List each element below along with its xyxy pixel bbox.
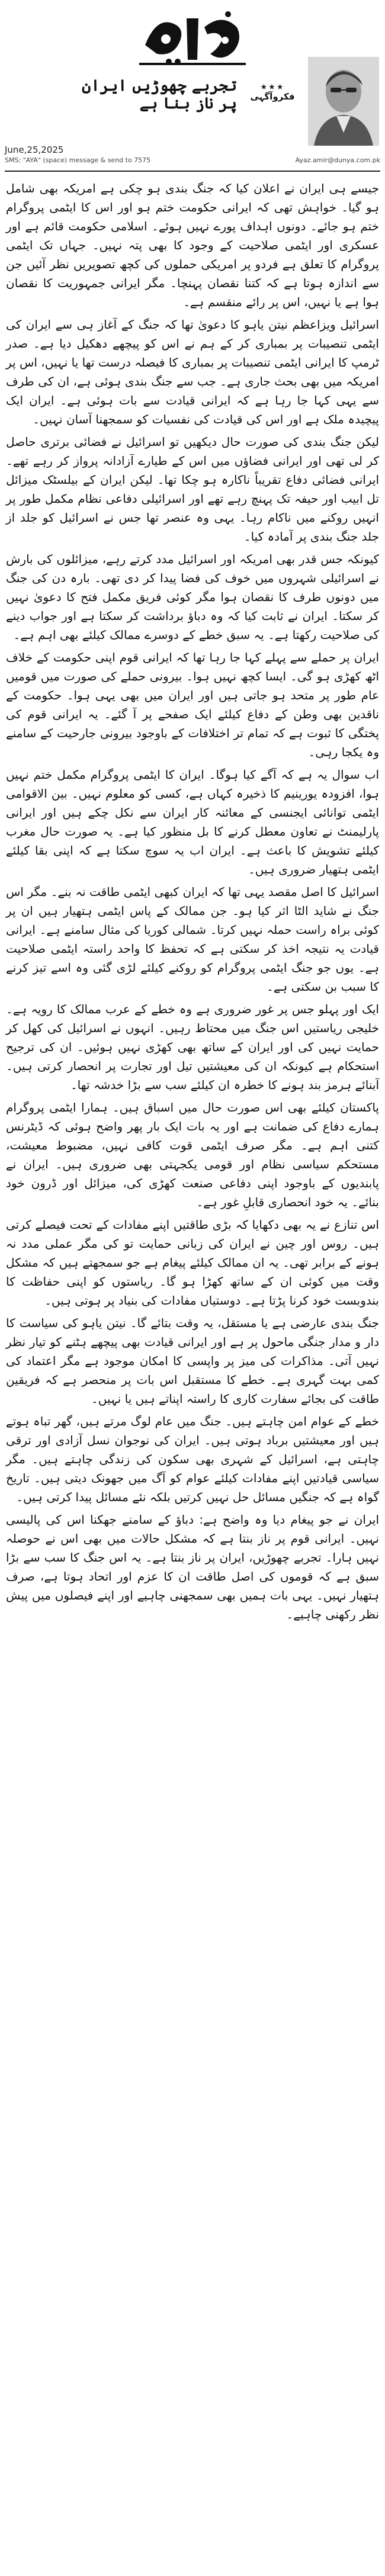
dateline (5, 144, 380, 168)
publication-date: June,25,2025 (5, 144, 64, 155)
sms-instructions: SMS: "AYA" (space) message & send to 7575 (5, 156, 151, 164)
article-paragraph: ایران پر حملے سے پہلے کہا جا رہا تھا کہ ایرانی قوم اپنی حکومت کے خلاف اٹھ کھڑی ہو گی۔ ایسا کچھ نہیں ہوا۔ بیرونی حملے کی صورت میں قومیں عام طور پر متحد ہو جاتی ہیں اور ایران میں بھی یہی ہوا۔ حکومت کے ناقدین بھی وطن کے دفاع کیلئے ایک صفحے پر آ گئے۔ یہ ایرانی قوم کی پختگی کا ثبوت ہے کہ تمام تر اختلافات کے باوجود بیرونی جارحیت کے سامنے وہ یکجا رہی۔ (6, 650, 379, 759)
masthead-divider (5, 171, 380, 172)
article-paragraph: اسرائیل کا اصل مقصد یہی تھا کہ ایران کبھی ایٹمی طاقت نہ بنے۔ مگر اس جنگ نے شاید الٹا اثر کیا ہو۔ جن ممالک کے پاس ایٹمی ہتھیار ہیں ان پر کوئی براہ راست حملہ نہیں کرتا۔ شمالی کوریا کی مثال سامنے ہے۔ ایرانی قیادت یہ نتیجہ اخذ کر سکتی ہے کہ تحفظ کا واحد راستہ ایٹمی صلاحیت ہے۔ یوں جو جنگ ایٹمی پروگرام کو روکنے کیلئے لڑی گئی وہ اسے تیز کرنے کا سبب بن سکتی ہے۔ (6, 885, 379, 994)
newspaper-logo (133, 4, 252, 70)
column-title: تجربے چھوڑیں ایران پر ناز بنا ہے (82, 77, 237, 113)
article-paragraph: اسرائیل ویزاعظم نیتن یاہو کا دعویٰ تھا کہ جنگ کے آغاز ہی سے ایران کی ایٹمی تنصیبات پر بمباری کر کے ہم نے اس کو پیچھے دھکیل دیا ہے۔ صدر ٹرمپ کا ایرانی ایٹمی تنصیبات پر بمباری کا فیصلہ درست تھا یا نہیں، اس پر امریکہ میں بھی بحث جاری ہے۔ جب سے جنگ بندی ہوئی ہے، ان کی طرف سے یہی کہا جا رہا ہے کہ ایرانی قیادت سے بات ہوئی ہے۔ ایران ایک پیچیدہ ملک ہے اور اس کی قیادت کی نفسیات کو سمجھنا آسان نہیں۔ (6, 317, 379, 426)
rating-stars: ★★★ (260, 83, 285, 92)
article-paragraph: کیونکہ جس قدر بھی امریکہ اور اسرائیل مدد کرتے رہے، میزائلوں کی بارش نے اسرائیلی شہروں میں خوف کی فضا پیدا کر دی تھی۔ بارہ دن کی جنگ میں دونوں طرف کا نقصان ہوا مگر کوئی فریق مکمل فتح کا دعویٰ نہیں کر سکتا۔ ایران نے ثابت کیا کہ وہ دباؤ برداشت کر سکتا ہے اور جواب دینے کی صلاحیت رکھتا ہے۔ یہ سبق خطے کے دوسرے ممالک کیلئے بھی اہم ہے۔ (6, 552, 379, 642)
article-paragraph: جنگ بندی عارضی ہے یا مستقل، یہ وقت بتائے گا۔ نیتن یاہو کی سیاست کا دار و مدار جنگی ماحول پر ہے اور ایرانی قیادت بھی پیچھے ہٹنے کو تیار نظر نہیں آتی۔ مذاکرات کی میز پر واپسی کا امکان موجود ہے مگر اعتماد کی کمی بہت گہری ہے۔ خطے کا مستقبل اس بات پر منحصر ہے کہ فریقین طاقت کی بجائے سفارت کاری کا راستہ اپناتے ہیں یا نہیں۔ (6, 1316, 379, 1406)
article-body (6, 179, 379, 1627)
article-paragraph: خطے کے عوام امن چاہتے ہیں۔ جنگ میں عام لوگ مرتے ہیں، گھر تباہ ہوتے ہیں اور معیشتیں برباد ہوتی ہیں۔ ایران کی نوجوان نسل آزادی اور ترقی چاہتی ہے، اسرائیل کے شہری بھی سکون کی زندگی چاہتے ہیں۔ مگر سیاسی قیادتیں اپنے مفادات کیلئے عوام کو آگ میں جھونک دیتی ہیں۔ تاریخ گواہ ہے کہ جنگیں مسائل حل نہیں کرتیں بلکہ نئے مسائل پیدا کرتی ہیں۔ (6, 1414, 379, 1504)
article-paragraph: جیسے ہی ایران نے اعلان کیا کہ جنگ بندی ہو چکی ہے امریکہ بھی شامل ہو گیا۔ خواہش تھی کہ ایرانی حکومت ختم ہو اور اس کا ایٹمی پروگرام ختم ہو جائے۔ دونوں اہداف پورے نہیں ہوئے۔ اسلامی حکومت قائم ہے اور عسکری اور ایٹمی صلاحیت کے وجود کا بھی پتہ نہیں۔ جہاں تک ایٹمی پروگرام کا تعلق ہے فردو پر امریکی حملوں کی کچھ تصویریں نظر آئیں جن سے اندازہ ہوتا ہے کہ کتنا نقصان پہنچا۔ مگر ایرانی جمہوریت کا نقصان ہوا ہے یا نہیں، اس پر رائے منقسم ہے۔ (6, 181, 379, 309)
article-paragraph: اس تنازع نے یہ بھی دکھایا کہ بڑی طاقتیں اپنے مفادات کے تحت فیصلے کرتی ہیں۔ روس اور چین نے ایران کی زبانی حمایت تو کی مگر عملی مدد نہ ہونے کے برابر تھی۔ یہ ان ممالک کیلئے پیغام ہے جو سمجھتے ہیں کہ مشکل وقت میں کوئی ان کے ساتھ کھڑا ہو گا۔ ریاستوں کو اپنی حفاظت کا بندوبست خود کرنا پڑتا ہے۔ دوستیاں مفادات کی بنیاد پر ہوتی ہیں۔ (6, 1218, 379, 1308)
article-paragraph: ایران نے جو پیغام دیا وہ واضح ہے: دباؤ کے سامنے جھکنا اس کی پالیسی نہیں۔ ایرانی قوم پر ناز بنتا ہے کہ مشکل حالات میں بھی اس نے حوصلہ نہیں ہارا۔ تجربے چھوڑیں، ایران پر ناز بنتا ہے۔ یہ اس جنگ کا سب سے بڑا سبق ہے کہ قوموں کی اصل طاقت ان کا عزم اور اتحاد ہوتا ہے، صرف ہتھیار نہیں۔ یہی بات ہمیں بھی سمجھنی چاہیے اور اپنے فیصلوں میں پیش نظر رکھنی چاہیے۔ (6, 1512, 379, 1621)
column-name: فکروآگہی (250, 91, 295, 102)
column-name-stamp (243, 81, 302, 109)
author-portrait (308, 57, 379, 146)
article-paragraph: اب سوال یہ ہے کہ آگے کیا ہوگا۔ ایران کا ایٹمی پروگرام مکمل ختم نہیں ہوا، افزودہ یورینیم کا ذخیرہ کہاں ہے، کسی کو معلوم نہیں۔ بین الاقوامی ایٹمی توانائی ایجنسی کے معائنہ کار ایران سے نکل چکے ہیں اور ایرانی پارلیمنٹ نے تعاون معطل کرنے کا بل منظور کیا ہے۔ یہ صورت حال مغرب کیلئے تشویش کا باعث ہے۔ ایران اب یہ سوچ سکتا ہے کہ اپنی بقا کیلئے ایٹمی ہتھیار ضروری ہیں۔ (6, 767, 379, 876)
article-paragraph: ایک اور پہلو جس پر غور ضروری ہے وہ خطے کے عرب ممالک کا رویہ ہے۔ خلیجی ریاستیں اس جنگ میں محتاط رہیں۔ انہوں نے اسرائیل کی کھل کر حمایت نہیں کی اور ایران کے ساتھ بھی کھڑی نہیں ہوئیں۔ ان کی ترجیح استحکام ہے کیونکہ ان کی معیشتیں تیل اور تجارت پر انحصار کرتی ہیں۔ آبنائے ہرمز بند ہونے کا خطرہ ان کیلئے سب سے بڑا خدشہ تھا۔ (6, 1002, 379, 1092)
article-paragraph: لیکن جنگ بندی کی صورت حال دیکھیں تو اسرائیل نے فضائی برتری حاصل کر لی تھی اور ایرانی فضاؤں میں اس کے طیارے آزادانہ پرواز کر رہے تھے۔ ایرانی فضائی دفاع تقریباً ناکارہ ہو چکا تھا۔ لیکن ایران کے بیلسٹک میزائل تل ابیب اور حیفہ تک پہنچ رہے تھے اور اسرائیلی دفاعی نظام مکمل طور پر انہیں روکنے میں ناکام رہا۔ یہی وہ عنصر تھا جس نے اسرائیل کو جلد از جلد جنگ بندی پر آمادہ کیا۔ (6, 435, 379, 544)
author-email: Ayaz.amir@dunya.com.pk (295, 156, 380, 164)
masthead (0, 0, 385, 178)
article-paragraph: پاکستان کیلئے بھی اس صورت حال میں اسباق ہیں۔ ہمارا ایٹمی پروگرام ہمارے دفاع کی ضمانت ہے اور یہ بات ایک بار پھر واضح ہوئی کہ ڈیٹرنس کتنی اہم ہے۔ مگر صرف ایٹمی قوت کافی نہیں، مضبوط معیشت، مستحکم سیاسی نظام اور قومی یکجہتی بھی ضروری ہیں۔ ایران نے پابندیوں کے باوجود اپنی دفاعی صنعت کھڑی کی، میزائل اور ڈرون خود بنائے۔ یہ خود انحصاری قابلِ غور ہے۔ (6, 1100, 379, 1209)
